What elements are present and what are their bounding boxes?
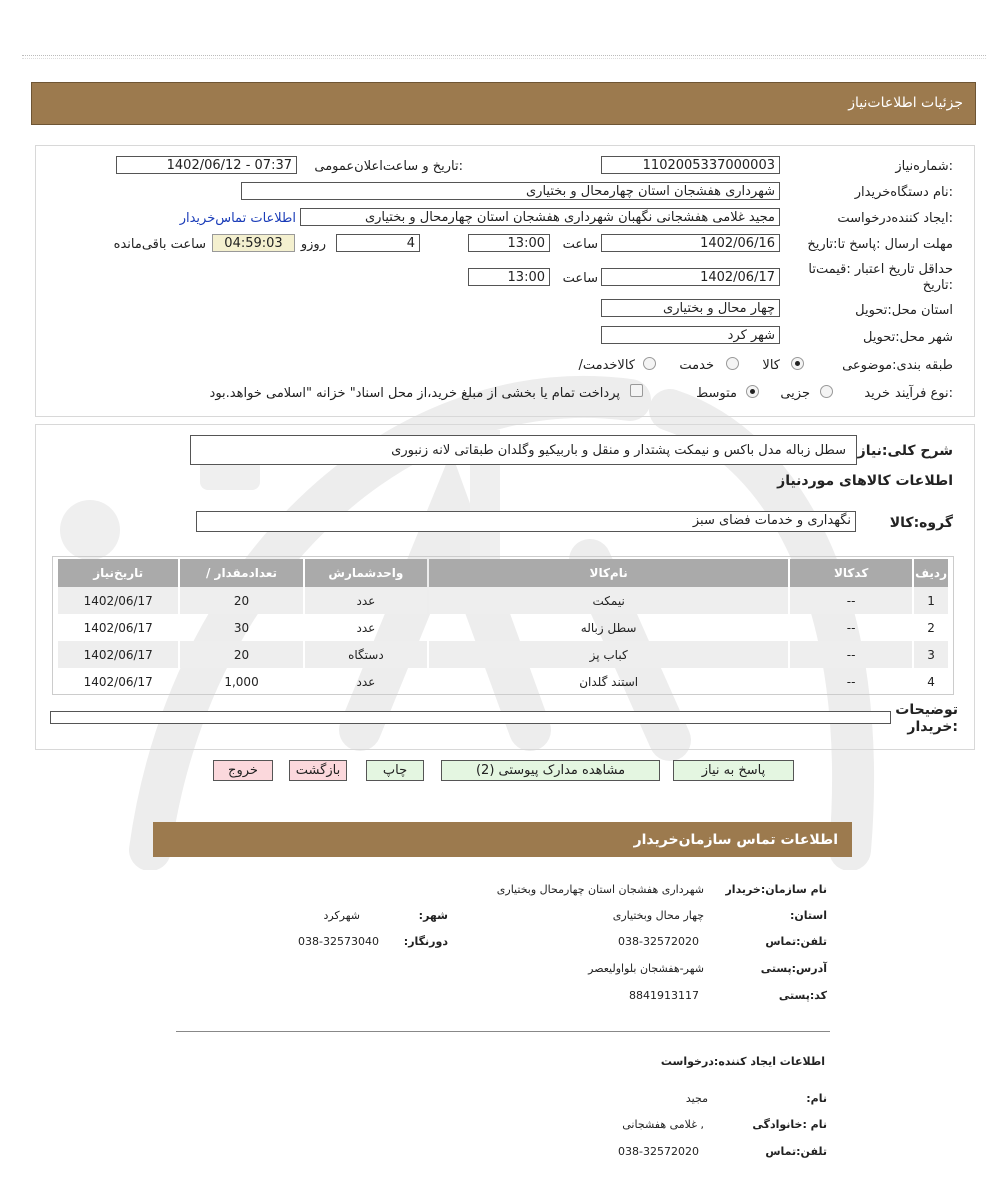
category-label: طبقه بندی:موضوعی	[842, 358, 953, 373]
cell-qty: 30	[233, 620, 250, 635]
buyer-notes-field	[50, 711, 891, 724]
category-option-service: خدمت	[679, 358, 714, 373]
cell-name: نیمکت	[429, 587, 788, 614]
process-radio-medium[interactable]	[746, 385, 759, 398]
summary-label: شرح کلی:نیاز	[857, 443, 953, 459]
process-label: نوع فرآیند:	[895, 386, 953, 401]
contact-phone-label: تلفن:تماس	[765, 935, 827, 948]
col-code: کدکالا	[790, 559, 912, 587]
col-date: تاریخ‌نیاز	[58, 559, 178, 587]
deadline-time-label: ساعت	[562, 237, 598, 252]
contact-city-value: شهرکرد	[323, 909, 360, 922]
exit-button[interactable]: خروج	[213, 760, 273, 781]
buyer-field: شهرداری هفشجان استان چهارمحال و بختیاری	[241, 182, 780, 200]
cell-date: 1402/06/17	[58, 587, 178, 614]
deadline-label: مهلت ارسال :پاسخ تا:تاریخ	[807, 237, 953, 252]
cell-code: --	[790, 587, 912, 614]
treasury-payment-checkbox[interactable]	[630, 384, 643, 397]
table-row	[58, 614, 948, 641]
contact-title: اطلاعات تماس سازمان‌خریدار	[633, 832, 838, 848]
creator-family-value: غلامی هفشجانی ,	[622, 1118, 704, 1131]
category-option-goods: کالا	[762, 358, 780, 373]
top-divider	[22, 55, 986, 56]
creator-name-value: مجید	[685, 1092, 708, 1105]
announce-label: تاریخ و ساعت‌اعلان‌عمومی:	[314, 159, 463, 174]
creator-phone-label: تلفن:تماس	[765, 1145, 827, 1158]
deadline-date-field: 1402/06/16	[601, 234, 780, 252]
postal-label: کد:پستی	[778, 989, 827, 1002]
postal-value: 8841913117	[629, 989, 699, 1002]
group-label: گروه:کالا	[889, 515, 953, 531]
contact-divider	[176, 1031, 830, 1032]
remaining-label: ساعت باقی‌مانده	[113, 237, 206, 252]
cell-unit: عدد	[305, 587, 427, 614]
cell-name: استند گلدان	[579, 674, 639, 689]
category-option-both: /کالاخدمت	[578, 358, 635, 373]
category-radio-goods[interactable]	[791, 357, 804, 370]
process-radio-minor[interactable]	[820, 385, 833, 398]
city-label: شهر محل:تحویل	[863, 330, 953, 345]
col-row: ردیف	[914, 559, 948, 587]
validity-time-field: 13:00	[468, 268, 550, 286]
validity-label: حداقل تاریخ اعتبار :قیمت‌تا :تاریخ	[808, 262, 953, 293]
cell-num: 4	[927, 674, 935, 689]
days-label: روزو	[300, 237, 326, 252]
attachments-button[interactable]: مشاهده مدارک پیوستی (2)	[441, 760, 660, 781]
remaining-time: 04:59:03	[212, 234, 295, 252]
cell-date: 1402/06/17	[83, 674, 153, 689]
category-radio-both[interactable]	[643, 357, 656, 370]
province-label: استان محل:تحویل	[855, 303, 953, 318]
print-button[interactable]: چاپ	[366, 760, 424, 781]
contact-phone-value: 038-32572020	[618, 935, 699, 948]
creator-section-title: اطلاعات ایجاد کننده:درخواست	[660, 1055, 825, 1068]
process-option-minor: جزیی	[780, 386, 810, 401]
cell-num: 3	[914, 641, 948, 668]
creator-name-label: :نام	[806, 1092, 827, 1105]
cell-code: --	[790, 641, 912, 668]
table-header-row	[58, 559, 948, 587]
creator-family-label: نام :خانوادگی	[752, 1118, 827, 1131]
col-qty: / تعدادمقدار	[180, 559, 302, 587]
cell-unit: دستگاه	[305, 641, 427, 668]
org-value: شهرداری هفشجان استان چهارمحال وبختیاری	[496, 883, 704, 896]
days-field: 4	[336, 234, 420, 252]
process-option-medium: متوسط	[696, 386, 737, 401]
payment-note: پرداخت تمام یا بخشی از مبلغ خرید،از محل اسناد" خزانه "اسلامی خواهد.بود	[209, 386, 620, 401]
announce-field: 1402/06/12 - 07:37	[116, 156, 297, 174]
fax-value: 038-32573040	[298, 935, 379, 948]
col-name: نام‌کالا	[429, 559, 788, 587]
summary-field: سطل زباله مدل باکس و نیمکت پشتدار و منقل و باربیکیو وگلدان طبقاتی لانه زنبوری	[190, 435, 857, 465]
buyer-notes-label: توضیحات :خریدار	[895, 702, 958, 735]
deadline-time-field: 13:00	[468, 234, 550, 252]
header-title: جزئیات اطلاعات‌نیاز	[848, 95, 963, 111]
process-option-purchase: خرید	[864, 386, 890, 401]
cell-qty: 1,000	[224, 674, 259, 689]
goods-heading: اطلاعات کالاهای موردنیاز	[777, 473, 953, 489]
cell-code: --	[846, 674, 856, 689]
contact-province-label: :استان	[789, 909, 827, 922]
cell-num: 2	[927, 620, 935, 635]
cell-date: 1402/06/17	[58, 641, 178, 668]
back-button[interactable]: بازگشت	[289, 760, 347, 781]
table-row	[58, 587, 948, 614]
cell-unit: عدد	[356, 674, 376, 689]
table-row	[58, 641, 948, 668]
creator-phone-value: 038-32572020	[618, 1145, 699, 1158]
cell-name: سطل زباله	[580, 620, 637, 635]
top-divider-2	[22, 58, 986, 59]
buyer-contact-link[interactable]: اطلاعات تماس‌خریدار	[179, 211, 296, 226]
col-unit: واحدشمارش	[305, 559, 427, 587]
validity-date-field: 1402/06/17	[601, 268, 780, 286]
address-label: آدرس:پستی	[760, 962, 827, 975]
cell-date: 1402/06/17	[83, 620, 153, 635]
group-field: نگهداری و خدمات فضای سبز	[196, 511, 856, 532]
org-label: نام سازمان:خریدار	[725, 883, 827, 896]
fax-label: :دورنگار	[403, 935, 448, 948]
cell-qty: 20	[180, 587, 302, 614]
cell-code: --	[846, 620, 856, 635]
contact-city-label: :شهر	[418, 909, 448, 922]
buyer-label: نام دستگاه‌خریدار:	[854, 185, 953, 200]
province-field: چهار محال و بختیاری	[601, 299, 780, 317]
cell-qty: 20	[180, 641, 302, 668]
validity-time-label: ساعت	[562, 271, 598, 286]
cell-num: 1	[914, 587, 948, 614]
need-number-label: شماره‌نیاز:	[895, 159, 953, 174]
need-number-field: 1102005337000003	[601, 156, 780, 174]
reply-button[interactable]: پاسخ به نیاز	[673, 760, 794, 781]
contact-header	[153, 822, 852, 857]
cell-name: کباب پز	[429, 641, 788, 668]
table-row	[58, 668, 948, 695]
creator-field: مجید غلامی هفشجانی نگهبان شهرداری هفشجان استان چهارمحال و بختیاری	[300, 208, 780, 226]
city-field: شهر کرد	[601, 326, 780, 344]
contact-province-value: چهار محال وبختیاری	[612, 909, 704, 922]
address-value: شهر-هفشجان بلواولیعصر	[588, 962, 704, 975]
creator-label: ایجاد کننده‌درخواست:	[837, 211, 953, 226]
category-radio-service[interactable]	[726, 357, 739, 370]
page-header	[31, 82, 976, 125]
cell-unit: عدد	[356, 620, 376, 635]
items-table	[56, 559, 950, 695]
